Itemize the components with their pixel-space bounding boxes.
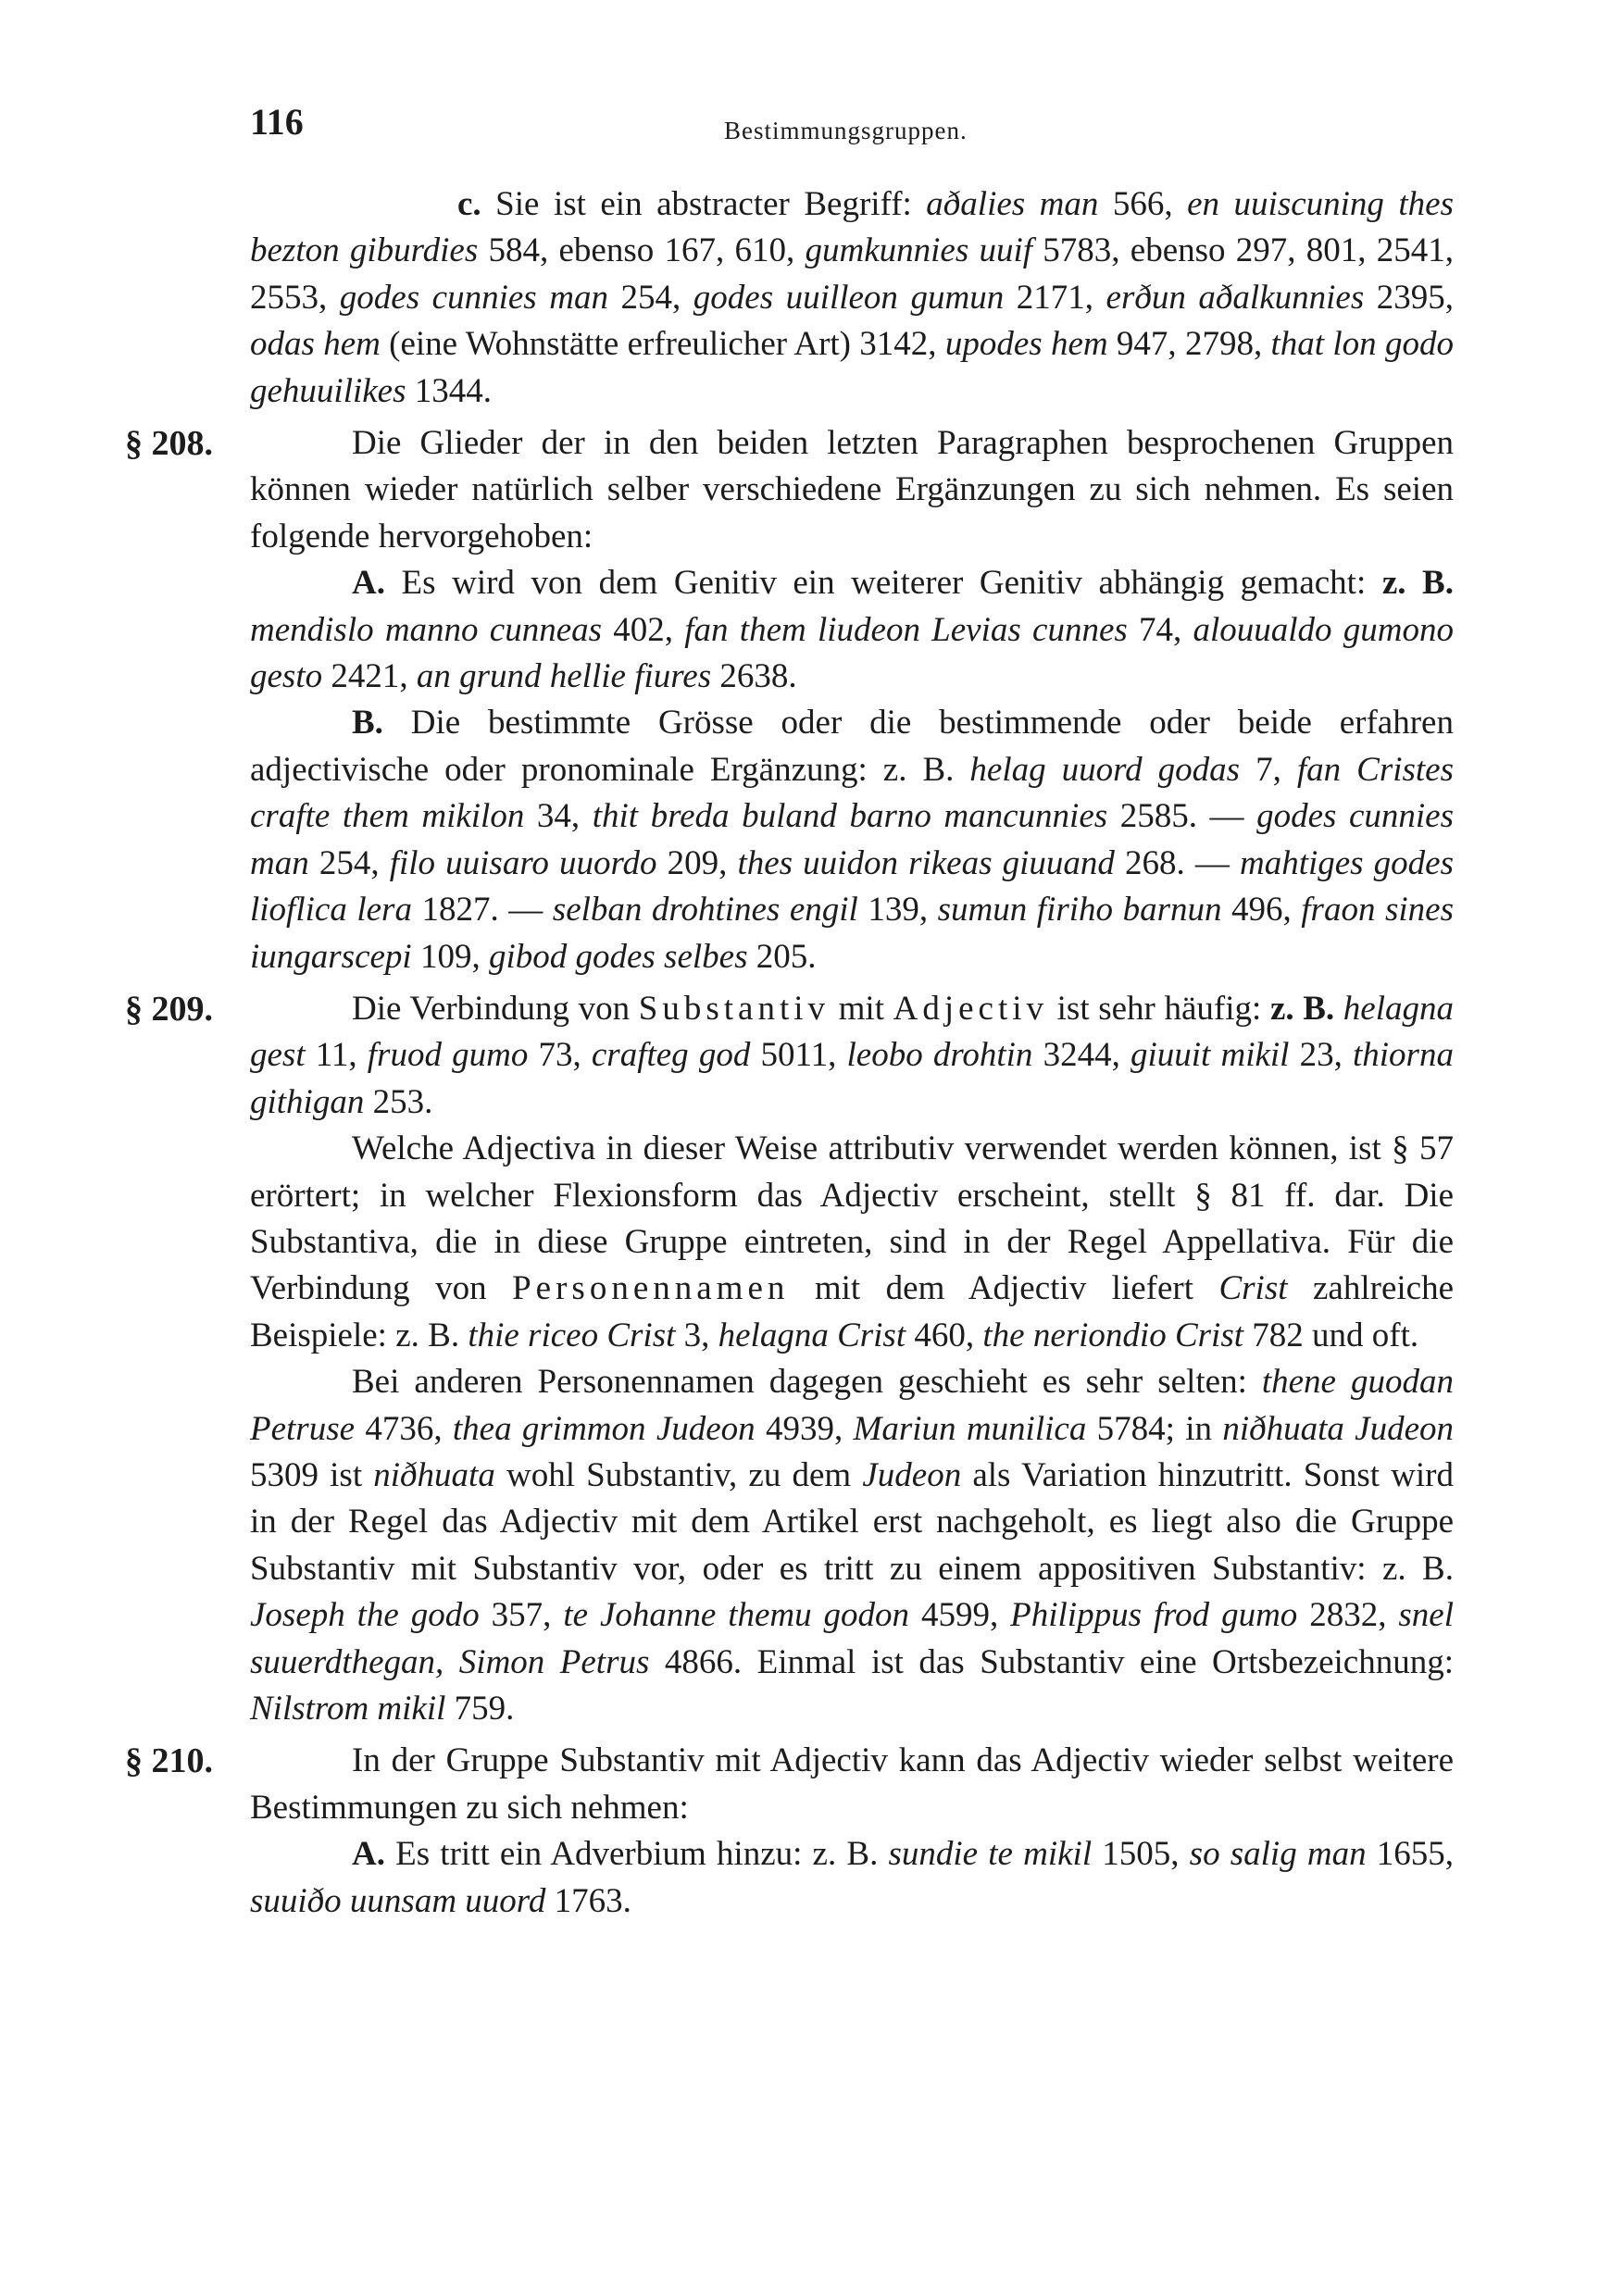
p210A-run: 1655, — [1366, 1835, 1454, 1874]
paragraph-210 — [125, 1738, 1454, 1831]
paragraph-209-text — [250, 990, 1454, 1121]
p-c-run: 584, ebenso 167, 610, — [478, 231, 806, 270]
p209c-run: Bei anderen Personennamen dagegen geschieht es sehr selten: — [352, 1363, 1262, 1402]
p209c-run: snel suuerdthegan, Simon Petrus — [250, 1596, 1454, 1681]
p209b-run: Welche Adjectiva in dieser Weise attributiv verwendet werden können, ist § 57 erörtert; in welcher Flexionsform das Adjectiv erscheint, stellt § 81 ff. dar. Die Substantiva, die in diese Gruppe eintreten, sind in der Regel Appellativa. Für die Verbindung von — [250, 1129, 1454, 1308]
p208A-run: 402, — [602, 610, 685, 649]
section-marker-208: § 208. — [125, 424, 213, 464]
p210A-run: 1505, — [1092, 1835, 1190, 1874]
p209c-run: te Johanne themu godon — [563, 1596, 910, 1635]
p-c-run: 947, 2798, — [1107, 325, 1271, 364]
p-c-run: 2395, — [1364, 278, 1455, 317]
p-c-run: odas hem — [250, 325, 381, 364]
p209c-run: thene guodan Petruse — [250, 1363, 1454, 1448]
paragraph-210-a — [250, 1831, 1454, 1925]
p208B-run: 2585. — — [1107, 797, 1257, 836]
paragraph-208-text — [250, 424, 1454, 555]
p208A-run: Es wird von dem Genitiv ein weiterer Genitiv abhängig gemacht: — [401, 564, 1382, 603]
p209c-run: niðhuata Judeon — [1222, 1409, 1455, 1448]
p208B-run: 268. — — [1114, 843, 1240, 882]
p208B-run: sumun firiho barnun — [937, 891, 1222, 930]
p209b-run: 782 und oft. — [1243, 1316, 1419, 1354]
p209-run: Die Verbindung von — [352, 989, 639, 1028]
p209b-run: 460, — [906, 1316, 983, 1354]
p210A-run: Es tritt ein Adverbium hinzu: z. B. — [395, 1835, 889, 1874]
p209b-run: mit dem Adjectiv liefert — [789, 1269, 1219, 1308]
p209c-run: 5309 ist — [250, 1455, 374, 1494]
p209-run: leobo drohtin — [846, 1036, 1033, 1075]
p208B-run: 205. — [747, 937, 817, 976]
p208B-run: fan Cristes crafte them mikilon — [250, 750, 1455, 836]
paragraph-208 — [125, 420, 1454, 560]
p208B-run: 139, — [857, 891, 938, 930]
p208B-run: selban drohtines engil — [552, 891, 858, 930]
section-marker-209: § 209. — [125, 989, 213, 1029]
p-c-run: upodes hem — [944, 325, 1108, 364]
p209-run: Substantiv — [638, 989, 831, 1028]
p208A-run: fan them liudeon Levias cunnes — [684, 610, 1128, 649]
p208-run: Die Glieder der in den beiden letzten Paragraphen besprochenen Gruppen können wieder natürlich selber verschiedene Ergänzungen zu sich nehmen. Es seien folgende hervorgehoben: — [250, 424, 1454, 555]
p210A-run: suuiðo uunsam uuord — [250, 1881, 546, 1920]
p208B-run: 496, — [1221, 891, 1302, 930]
p210A-run: so salig man — [1189, 1835, 1367, 1874]
p208B-run: 209, — [656, 843, 738, 882]
p209c-run: Judeon — [862, 1455, 962, 1494]
p208A-run: 74, — [1127, 610, 1193, 649]
p209-run: helagna gest — [250, 989, 1454, 1075]
p208A-run: A. — [352, 564, 402, 603]
p209-run: 11, — [305, 1036, 368, 1075]
p-c-run: 5783, ebenso 297, 801, 2541, 2553, — [250, 231, 1454, 317]
page-header — [250, 100, 1454, 156]
paragraph-210-text — [250, 1741, 1454, 1826]
p209c-run: 4736, — [355, 1409, 453, 1448]
p208B-run: godes cunnies man — [250, 797, 1454, 882]
paragraph-209-c — [250, 1359, 1454, 1732]
p209c-run: Philippus frod gumo — [1010, 1596, 1298, 1635]
p208B-run: 34, — [524, 797, 593, 836]
p-c-run: gumkunnies uuif — [805, 231, 1033, 270]
p209c-run: niðhuata — [373, 1455, 495, 1494]
p209b-run: thie riceo Crist — [468, 1316, 676, 1354]
p209c-run: Nilstrom mikil — [250, 1690, 446, 1728]
p209c-run: 4599, — [909, 1596, 1011, 1635]
p209-run: Adjectiv — [893, 989, 1049, 1028]
p-c-run: erðun aðalkunnies — [1106, 278, 1365, 317]
p210A-run: A. — [352, 1835, 396, 1874]
p209b-run: Personennamen — [512, 1269, 790, 1308]
p209-run: thiorna githigan — [250, 1036, 1454, 1121]
p208A-run: 2421, — [322, 657, 417, 696]
p209c-run: Joseph the godo — [250, 1596, 480, 1635]
p210A-run: sundie te mikil — [888, 1835, 1093, 1874]
page-number: 116 — [250, 101, 304, 143]
p209c-run: 759. — [445, 1690, 515, 1728]
p208A-run: z. B. — [1381, 564, 1454, 603]
p208A-run: alouualdo gumono gesto — [250, 610, 1455, 696]
p209-run: giuuit mikil — [1130, 1036, 1290, 1075]
p210A-run: 1763. — [545, 1881, 631, 1920]
p209b-run: 3, — [675, 1316, 718, 1354]
p208A-run: 2638. — [711, 657, 797, 696]
p209b-run: the neriondio Crist — [982, 1316, 1243, 1354]
p209b-run: helagna Crist — [718, 1316, 906, 1354]
p208B-run: thit breda buland barno mancunnies — [592, 797, 1108, 836]
p209c-run: 2832, — [1297, 1596, 1399, 1635]
p-c-run: (eine Wohnstätte erfreulicher Art) 3142, — [380, 325, 945, 364]
p-c-run: that lon godo gehuuilikes — [250, 325, 1454, 410]
p209c-run: als Variation hinzutritt. Sonst wird in der Regel das Adjectiv mit dem Artikel erst nachgeholt, es liegt also die Gruppe Substantiv mit Substantiv vor, oder es tritt zu einem appositiven Substantiv: z. B. — [250, 1455, 1455, 1588]
p208B-run: B. — [352, 704, 411, 742]
p208B-run: 109, — [411, 937, 489, 976]
p208B-run: helag uuord godas — [969, 750, 1241, 789]
p209-run: 23, — [1289, 1036, 1353, 1075]
p209-run: mit — [830, 989, 893, 1028]
p209-run: 5011, — [750, 1036, 847, 1075]
p-c-run: en uuiscuning thes bezton giburdies — [250, 185, 1455, 270]
p209-run: crafteg god — [591, 1036, 751, 1075]
paragraph-209 — [125, 986, 1454, 1126]
running-head: Bestimmungsgruppen. — [724, 117, 968, 144]
p209c-run: 357, — [479, 1596, 564, 1635]
p208B-run: mahtiges godes lioflica lera — [250, 843, 1454, 930]
p-c-run: aðalies man — [926, 185, 1099, 223]
paragraph-208-b — [250, 700, 1454, 980]
p209c-run: thea grimmon Judeon — [452, 1409, 756, 1448]
p-c-run: godes cunnies man — [339, 278, 608, 317]
p208B-run: gibod godes selbes — [488, 937, 748, 976]
p-c-run: Sie ist ein abstracter Begriff: — [495, 185, 927, 223]
p209-run: fruod gumo — [367, 1036, 529, 1075]
paragraph-208-a — [250, 560, 1454, 700]
page-body — [125, 181, 1455, 1925]
p-c-run: c. — [457, 185, 496, 223]
p208B-run: Die bestimmte Grösse oder die bestimmende oder beide erfahren adjectivische oder pronominale Ergänzung: z. B. — [250, 704, 1454, 789]
p209-run: z. B. — [1269, 989, 1343, 1028]
p209c-run: wohl Substantiv, zu dem — [494, 1455, 863, 1494]
p-c-run: 2171, — [1004, 278, 1106, 317]
p208B-run: thes uuidon rikeas giuuand — [737, 843, 1115, 882]
p209-run: 3244, — [1032, 1036, 1131, 1075]
p208B-run: 254, — [308, 843, 390, 882]
p-c-run: 566, — [1098, 185, 1188, 223]
p209c-run: 4939, — [755, 1409, 854, 1448]
paragraph-c — [250, 181, 1454, 415]
p-c-run: godes uuilleon gumun — [693, 278, 1005, 317]
p209-run: 253. — [364, 1082, 433, 1121]
p208B-run: filo uuisaro uuordo — [389, 843, 657, 882]
p208B-run: 1827. — — [411, 891, 553, 930]
p208B-run: fraon sines iungarscepi — [250, 891, 1454, 976]
p210-run: In der Gruppe Substantiv mit Adjectiv kann das Adjectiv wieder selbst weitere Bestimmungen zu sich nehmen: — [250, 1741, 1454, 1827]
p209-run: ist sehr häufig: — [1048, 989, 1270, 1028]
p-c-run: 1344. — [406, 371, 493, 410]
p209b-run: Crist — [1218, 1269, 1288, 1308]
p209-run: 73, — [528, 1036, 592, 1075]
p-c-run: 254, — [607, 278, 693, 317]
p208B-run: 7, — [1240, 750, 1297, 789]
p209c-run: Mariun munilica — [853, 1409, 1087, 1448]
section-marker-210: § 210. — [125, 1741, 213, 1781]
p209b-run: zahlreiche Beispiele: z. B. — [250, 1269, 1454, 1354]
p209c-run: 4866. Einmal ist das Substantiv eine Ortsbezeichnung: — [649, 1642, 1454, 1681]
paragraph-209-b — [250, 1126, 1454, 1359]
p209c-run: 5784; in — [1086, 1409, 1223, 1448]
p208A-run: an grund hellie fiures — [416, 657, 712, 696]
p208A-run: mendislo manno cunneas — [250, 610, 603, 649]
